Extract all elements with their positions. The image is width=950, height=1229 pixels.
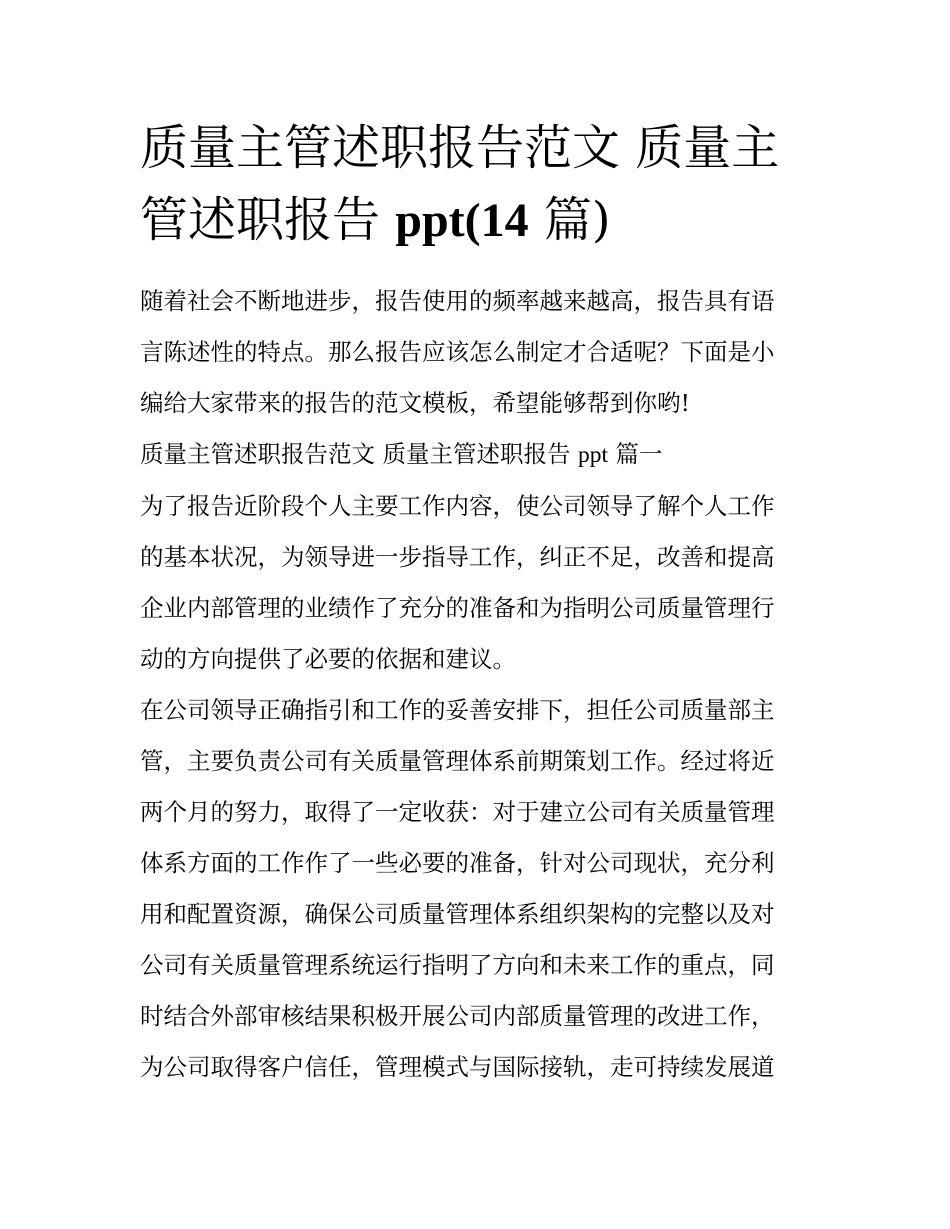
section-heading-line	[140, 429, 820, 481]
para2-line-6: 公司有关质量管理系统运行指明了方向和未来工作的重点，同	[140, 951, 775, 979]
para2-line-7: 时结合外部审核结果积极开展公司内部质量管理的改进工作，	[140, 1002, 775, 1030]
title-line-2-suffix: 篇)	[528, 192, 611, 248]
section-heading-ascii: ppt	[577, 442, 608, 468]
para2-line-1: 在公司领导正确指引和工作的妥善安排下，担任公司质量部主	[140, 696, 775, 724]
para2-line-8: 为公司取得客户信任，管理模式与国际接轨，走可持续发展道	[140, 1053, 775, 1081]
para1-line-2: 的基本状况，为领导进一步指导工作，纠正不足，改善和提高	[140, 543, 775, 571]
title-line-2	[140, 184, 820, 257]
title-line-2-ascii: ppt(14	[395, 194, 529, 247]
para2-line-3: 两个月的努力，取得了一定收获：对于建立公司有关质量管理	[140, 798, 775, 826]
intro-line-3: 编给大家带来的报告的范文模板，希望能够帮到你哟!	[140, 389, 690, 417]
title-line-2-prefix: 管述职报告	[140, 192, 396, 248]
section-heading-prefix: 质量主管述职报告范文 质量主管述职报告	[140, 440, 578, 468]
section-heading-suffix: 篇一	[607, 440, 663, 468]
section-heading	[140, 429, 820, 481]
para2-line-2: 管，主要负责公司有关质量管理体系前期策划工作。经过将近	[140, 747, 775, 775]
paragraph-2	[140, 685, 820, 1093]
para2-line-5: 用和配置资源，确保公司质量管理体系组织架构的完整以及对	[140, 900, 775, 928]
para1-line-4: 动的方向提供了必要的依据和建议。	[140, 645, 516, 673]
intro-line-1: 随着社会不断地进步，报告使用的频率越来越高，报告具有语	[140, 287, 775, 315]
para2-line-4: 体系方面的工作作了一些必要的准备，针对公司现状，充分利	[140, 849, 775, 877]
intro-line-2: 言陈述性的特点。那么报告应该怎么制定才合适呢？下面是小	[140, 338, 775, 366]
para1-line-3: 企业内部管理的业绩作了充分的准备和为指明公司质量管理行	[140, 594, 775, 622]
document-body	[140, 276, 820, 1093]
document-title	[140, 112, 820, 257]
para1-line-1: 为了报告近阶段个人主要工作内容，使公司领导了解个人工作	[140, 492, 775, 520]
paragraph-1	[140, 481, 820, 685]
title-line-1: 质量主管述职报告范文 质量主	[140, 120, 780, 176]
intro-paragraph	[140, 276, 820, 429]
